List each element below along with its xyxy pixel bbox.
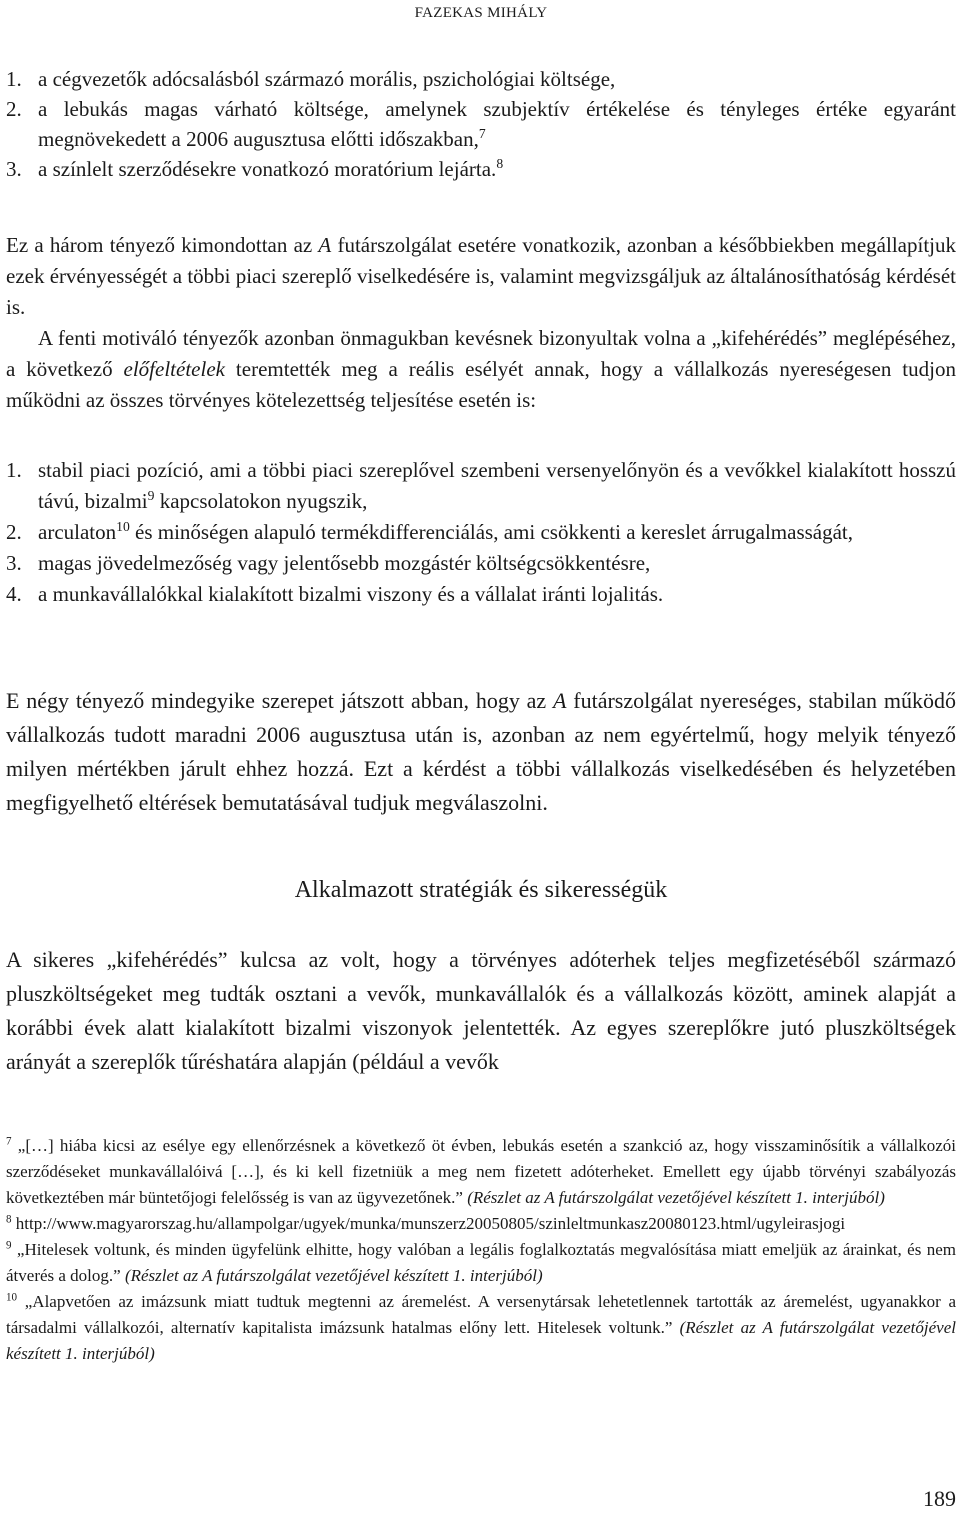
- body-paragraph: [6, 230, 956, 323]
- list-text-wrap: [38, 154, 956, 184]
- footnote-number: 7: [6, 1135, 12, 1148]
- list-text-wrap: [38, 94, 956, 154]
- text-run: Ez a három tényező kimondottan az: [6, 233, 319, 257]
- list-item: [6, 517, 956, 548]
- list-number: 4.: [6, 582, 22, 606]
- text-run: futárszolgálat esetére vonatkozik, azonban a későbbiekben megállapítjuk ezek érvényességét a többi piaci szereplő viselkedésére is, valamint megvizsgáljuk az általánosíthatóság kérdését is.: [6, 233, 956, 319]
- list-text: arculaton: [38, 520, 117, 544]
- footnote-number: 9: [6, 1239, 12, 1252]
- list-text: és minőségen alapuló termékdifferenciálás, ami csökkenti a kereslet árrugalmasságát,: [129, 520, 854, 544]
- text-run: futárszolgálat nyereséges, stabilan működő vállalkozás tudott maradni 2006 augusztusa után is, azonban az nem egyértelmű, hogy melyik tényező milyen mértékben járult ehhez hozzá. Ezt a kérdést a többi vállalkozás viselkedésében és helyzetében megfigyelhető eltérések bemutatásával tudjuk megválaszolni.: [6, 688, 956, 815]
- text-run: teremtették meg a reális esélyét annak, hogy a vállalkozás nyereségesen tudjon működni az összes törvényes kötelezettség teljesítése esetén is:: [6, 357, 956, 412]
- running-head: FAZEKAS MIHÁLY: [414, 5, 548, 21]
- footnote-ref[interactable]: 8: [496, 156, 504, 171]
- list-item: [6, 94, 956, 154]
- list-item: [6, 64, 956, 94]
- list-text-wrap: [38, 517, 956, 548]
- list-text: kapcsolatokon nyugszik,: [154, 489, 368, 513]
- footnote-number: 8: [6, 1213, 12, 1226]
- list-number: 2.: [6, 520, 22, 544]
- list-text: stabil piaci pozíció, ami a többi piaci szereplővel szembeni versenyelőnyön és a vevőkkel kialakított hosszú távú, bizalmi: [38, 458, 956, 513]
- footnotes: [6, 1133, 956, 1367]
- footnote-ref[interactable]: 9: [147, 488, 155, 503]
- body-paragraph: A sikeres „kifehérédés” kulcsa az volt, hogy a törvényes adóterhek teljes megfizetéséből származó pluszköltségeket meg tudták osztani a vevők, munkavállalók és a vállalkozás között, aminek alapját a korábbi évek alatt kialakított bizalmi viszonyok jelentették. Az egyes szereplőkre jutó pluszköltségek arányát a szereplők tűréshatára alapján (például a vevők: [6, 947, 956, 1074]
- italic-run: előfeltételek: [123, 357, 225, 381]
- list-number: 3.: [6, 157, 22, 181]
- body-paragraph-group: [6, 230, 956, 416]
- list-item: [6, 579, 956, 610]
- footnote-text: „[…] hiába kicsi az esélye egy ellenőrzésnek a következő öt évben, lebukás esetén a szankció az, hogy visszaminősítik a vállalkozói szerződéseket munkavállalóivá […], és ki kell fizetniük a meg nem fizetett adóterheket. Emellett egy újabb törvényi szabályozás következtében már büntetőjogi felelősség is van az ügyvezetőnek.”: [6, 1136, 956, 1207]
- list-item: [6, 455, 956, 517]
- page: [6, 0, 956, 1523]
- italic-run: A: [553, 688, 567, 713]
- text-run: E négy tényező mindegyike szerepet játszott abban, hogy az: [6, 688, 553, 713]
- list-text: a munkavállalókkal kialakított bizalmi viszony és a vállalat iránti lojalitás.: [38, 582, 664, 606]
- footnote-url[interactable]: http://www.magyarorszag.hu/allampolgar/ugyek/munka/munszerz20050805/szinleltmunkasz20080123.html/ugyleirasjogi: [11, 1214, 846, 1233]
- page-number: 189: [923, 1486, 956, 1511]
- body-paragraph: [6, 684, 956, 820]
- body-paragraph: [6, 323, 956, 416]
- list-number: 2.: [6, 97, 22, 121]
- section-heading: Alkalmazott stratégiák és sikerességük: [294, 877, 668, 903]
- list-number: 1.: [6, 458, 22, 482]
- footnote-8: [6, 1211, 956, 1237]
- footnote-text: „Hitelesek voltunk, és minden ügyfelünk elhitte, hogy valóban a legális foglalkoztatás megvalósítása miatt emeljük az árainkat, és nem átverés a dolog.”: [6, 1240, 956, 1285]
- motivation-list: [6, 64, 956, 184]
- body-paragraph-group: [6, 943, 956, 1079]
- footnote-9: [6, 1237, 956, 1289]
- list-text: a lebukás magas várható költsége, amelynek szubjektív értékelése és tényleges értéke egyaránt megnövekedett a 2006 augusztusa előtti időszakban,: [38, 97, 956, 151]
- footnote-text: „Alapvetően az imázsunk miatt tudtuk megtenni az áremelést. A versenytársak lehetetlennek tartották az áremelést, ugyanakkor a társadalmi vállalkozói, alternatív kapitalista imázsunk hatalmas előny lett. Hitelesek voltunk.”: [6, 1292, 956, 1337]
- list-text: magas jövedelmezőség vagy jelentősebb mozgástér költségcsökkentésre,: [38, 551, 651, 575]
- footnote-source: (Részlet az A futárszolgálat vezetőjével készített 1. interjúból): [124, 1266, 543, 1285]
- footnote-source: (Részlet az A futárszolgálat vezetőjével készített 1. interjúból): [6, 1318, 956, 1363]
- footnote-ref[interactable]: 10: [116, 519, 130, 534]
- footnote-number: 10: [6, 1291, 18, 1304]
- footnote-10: [6, 1289, 956, 1367]
- list-item: [6, 548, 956, 579]
- footnote-source: (Részlet az A futárszolgálat vezetőjével készített 1. interjúból): [467, 1188, 885, 1207]
- list-number: 1.: [6, 67, 22, 91]
- preconditions-list: [6, 455, 956, 610]
- italic-run: A: [318, 233, 332, 257]
- list-text: a cégvezetők adócsalásból származó morális, pszichológiai költsége,: [38, 67, 616, 91]
- text-run: A fenti motiváló tényezők azonban önmagukban kevésnek bizonyultak volna a „kifehérédés” meglépéséhez, a következő: [6, 326, 956, 381]
- footnote-7: [6, 1133, 956, 1211]
- body-paragraph-group: [6, 684, 956, 820]
- list-number: 3.: [6, 551, 22, 575]
- list-text-wrap: [38, 455, 956, 517]
- list-text: a színlelt szerződésekre vonatkozó moratórium lejárta.: [38, 157, 497, 181]
- list-item: [6, 154, 956, 184]
- footnote-ref[interactable]: 7: [478, 126, 486, 141]
